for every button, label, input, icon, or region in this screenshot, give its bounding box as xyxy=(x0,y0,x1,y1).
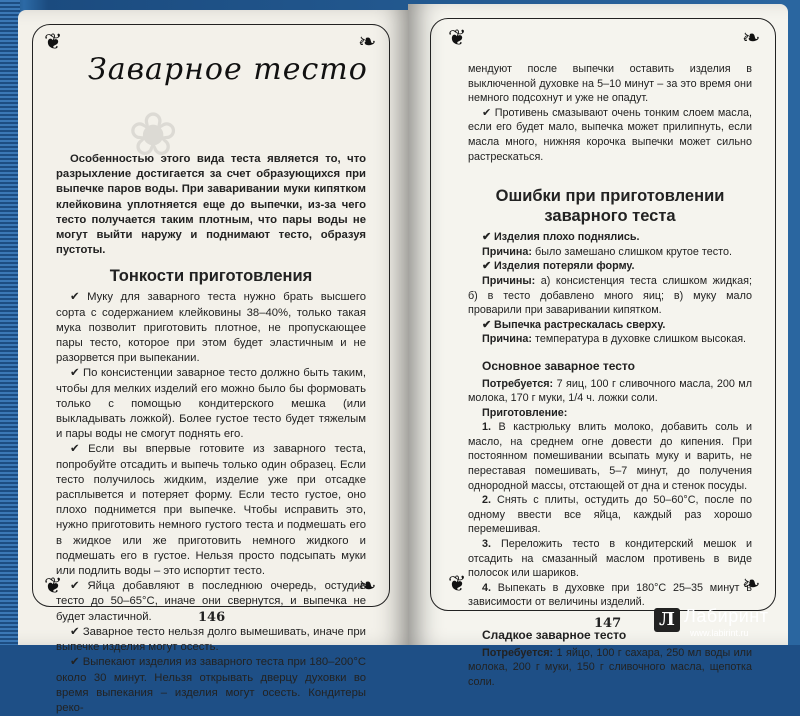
continued-paragraph: мендуют после выпечки оставить изделия в выключенной духовке на 5–10 минут – за это время они немного подсохнут и уже не опадут. xyxy=(468,63,752,105)
corner-ornament-icon: ❧ xyxy=(742,26,761,51)
page-number: 147 xyxy=(594,616,622,631)
error-problem: ✔ Выпечка растрескалась сверху. xyxy=(482,318,666,331)
recipe-step: 4. Выпекать в духовке при 180°C 25–35 минут в зависимости от величины изделий. xyxy=(468,581,752,609)
tip-paragraph: ✔ Яйца добавляют в последнюю очередь, остудив тесто до 50–65°C, иначе они свернутся, и выпечка не будет эластичной. xyxy=(56,580,366,623)
recipe-ingredients: Потребуется: 7 яиц, 100 г сливочного масла, 200 мл молока, 170 г муки, 1/4 ч. ложки соли. xyxy=(468,377,752,405)
right-page xyxy=(408,4,788,688)
recipe-title: Основное заварное тесто xyxy=(482,358,635,373)
tip-paragraph: ✔ Выпекают изделия из заварного теста при 180–200°C около 30 минут. Нельзя открывать дверцу духовки во время выпекания – изделия могут осесть. Кондитеры реко- xyxy=(56,656,366,714)
error-problem: ✔ Изделия потеряли форму. xyxy=(482,260,635,273)
watermark-name: Лабиринт xyxy=(684,606,769,626)
error-cause: Причина: было замешано слишком крутое тесто. xyxy=(482,245,732,258)
recipe-step: 2. Снять с плиты, остудить до 50–60°C, после по одному ввести все яйца, каждый раз хорошо перемешивая. xyxy=(468,494,752,536)
tip-paragraph: ✔ Заварное тесто нельзя долго вымешивать, иначе при выпечке изделия могут осесть. xyxy=(56,625,366,654)
recipe-ingredients: Потребуется: 1 яйцо, 100 г сахара, 250 мл воды или молока, 200 г муки, 150 г сливочного масла, щепотка соли. xyxy=(468,646,752,688)
recipe-step: 1. В кастрюльку влить молоко, добавить соль и масло, на среднем огне довести до кипения. При постоянном помешивании всыпать муку и варить, не переставая помешивать, 5–7 минут, до получения однородной массы, отстающей от дна и стенок посуды. xyxy=(468,421,752,492)
tip-paragraph: ✔ Противень смазывают очень тонким слоем масла, если его будет мало, выпечка может прилипнуть, если масла много, нижняя корочка выпечки может сильно растрескаться. xyxy=(468,106,752,163)
left-text-column xyxy=(56,152,366,716)
page-edges xyxy=(0,0,20,645)
corner-ornament-icon: ❦ xyxy=(44,30,63,55)
error-cause: Причина: температура в духовке слишком высокая. xyxy=(482,333,747,346)
recipe-step: 3. Переложить тесто в кондитерский мешок и отсадить на смазанный маслом противень в виде полосок или шариков. xyxy=(468,538,752,580)
recipe-prep-label: Приготовление: xyxy=(482,406,568,419)
error-problem: ✔ Изделия плохо поднялись. xyxy=(482,231,640,244)
corner-ornament-icon: ❦ xyxy=(448,572,467,597)
tip-paragraph: ✔ Муку для заварного теста нужно брать высшего сорта с содержанием клейковины 38–40%, только такая мука позволит приготовить плотное, не пропускающее пары тесто, которое при этом будет эластичным и не разорвется при выпекании. xyxy=(56,291,366,365)
right-text-column xyxy=(468,62,752,689)
labirint-logo-icon: Л xyxy=(654,608,680,632)
corner-ornament-icon: ❦ xyxy=(44,574,63,599)
tip-paragraph: ✔ Если вы впервые готовите из заварного теста, попробуйте отсадить и выпечь только один образец. Если тесто получилось жидким, изделие уже при отсадке расплывется и потеряет форму. Если тесто густое, оно плохо поднимется при выпечке. Чтобы исправить это, нужно приготовить немного густого теста и подмешать его в жидкое или же приготовить немного жидкого и подмешать его в густое. Нельзя просто подсыпать муки или подлить воды – это испортит тесто. xyxy=(56,443,366,578)
left-page xyxy=(18,10,410,714)
corner-ornament-icon: ❦ xyxy=(448,26,467,51)
section-heading: Тонкости приготовления xyxy=(109,267,313,286)
error-cause: Причины: а) консистенция теста слишком жидкая; б) в тесто добавлено много яиц; в) муку мало проварили при заваривании кипятком. xyxy=(468,274,752,317)
tip-paragraph: ✔ По консистенции заварное тесто должно быть таким, чтобы для мелких изделий его можно было бы формовать только с помощью кондитерского мешка (или выкладывать ложкой). Более густое тесто будет тяжелым и пары воды не смогут поднять его. xyxy=(56,367,366,441)
bleed-through-decoration: ❀ xyxy=(128,100,179,170)
recipe-title: Сладкое заварное тесто xyxy=(482,628,627,642)
corner-ornament-icon: ❧ xyxy=(358,30,377,55)
page-title: Заварное тесто xyxy=(88,52,368,87)
errors-heading: Ошибки при приготовлении заварного теста xyxy=(495,187,725,226)
intro-paragraph: Особенностью этого вида теста является то, что разрыхление достигается за счет образующихся при выпечке паров воды. При заваривании муки кипятком клейковина уплотняется еще до выпечки, из-за чего тесто получается таким плотным, что пары воды не могут выйти наружу и поднимают тесто, образуя пустоты. xyxy=(56,153,366,257)
corner-ornament-icon: ❧ xyxy=(742,572,761,597)
corner-ornament-icon: ❧ xyxy=(358,574,377,599)
page-number: 146 xyxy=(198,610,226,625)
watermark-site: www.labirint.ru xyxy=(690,628,749,638)
